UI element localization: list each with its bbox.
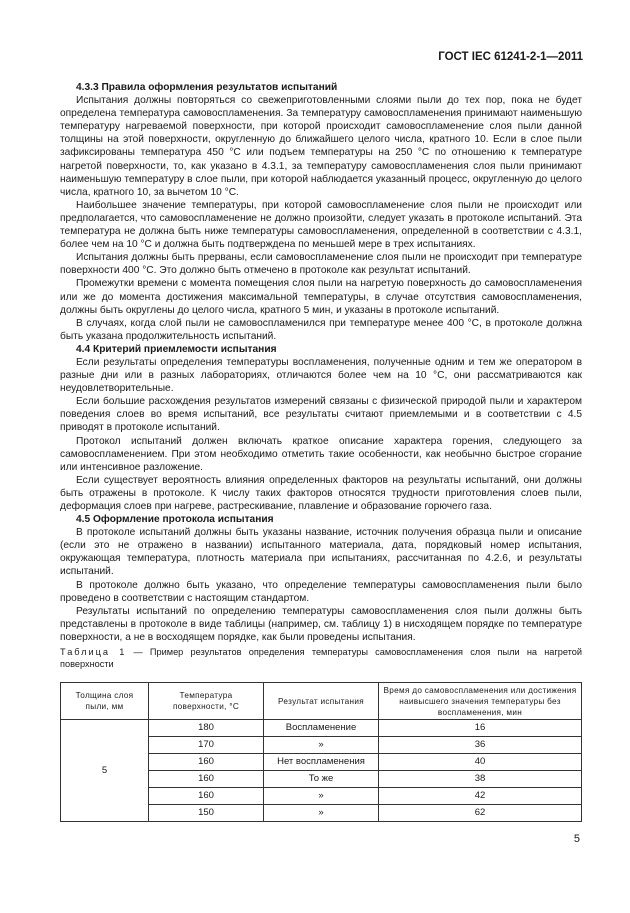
table-caption-text: — Пример результатов определения температуры самовоспламенения слоя пыли на нагретой поверхности xyxy=(60,647,582,670)
header-thickness: Толщина слоя пыли, мм xyxy=(61,683,149,720)
header-temperature: Температура поверхности, °С xyxy=(149,683,264,720)
cell-result: То же xyxy=(264,771,379,788)
paragraph: Промежутки времени с момента помещения слоя пыли на нагретую поверхность до самовоспламенения или же до момента достижения максимальной температуры, в случае отсутствия самовоспламенения, должны быть округлены до целого числа, кратного 5 мин, и указаны в протоколе испытаний. xyxy=(60,278,582,316)
paragraph: В протоколе испытаний должны быть указаны название, источник получения образца пыли и описание (если это не отражено в названии) испытанного материала, дата, порядковый номер испытания, окружающая температура, плотность материала при испытаниях, рассчитанная по 4.2.6, и результаты испытаний. xyxy=(60,527,582,578)
cell-temperature: 160 xyxy=(149,754,264,771)
table-caption-label: Таблица 1 xyxy=(60,647,127,658)
paragraph: Испытания должны повторяться со свежеприготовленными слоями пыли до тех пор, пока не будет определена температура самовоспламенения. За температуру самовоспламенения принимают наименьшую температуру нагреваемой поверхности, при которой происходит самовоспламенение слоя пыли данной толщины на этой поверхности, округленную до ближайшего целого числа, кратного 10. Если в слое пыли зафиксированы температура 450 °С или подъем температуры на 250 °С по отношению к температуре нагретой поверхности, то, как указано в 4.3.1, за температуру самовоспламенения слоя пыли принимают наименьшую температуру в слое пыли, при которой наблюдается указанный процесс, округленную до целого числа, кратного 10, за вычетом 10 °С. xyxy=(60,95,582,198)
paragraph: Наибольшее значение температуры, при которой самовоспламенение слоя пыли не происходит или предполагается, что самовоспламенение не должно произойти, следует указать в протоколе испытаний. Эта температура не должна быть ниже температуры самовоспламенения, определенной в соответствии с 4.3.1, более чем на 10 °С и должна быть подтверждена по меньшей мере в трех испытаниях. xyxy=(60,199,582,251)
section-heading-4-5: 4.5 Оформление протокола испытания xyxy=(76,514,274,526)
section-heading-4-4: 4.4 Критерий приемлемости испытания xyxy=(76,343,277,355)
cell-temperature: 160 xyxy=(149,788,264,805)
section-heading-4-3-3: 4.3.3 Правила оформления результатов испытаний xyxy=(76,82,338,93)
paragraph: В протоколе должно быть указано, что определение температуры самовоспламенения пыли было проведено в соответствии с настоящим стандартом. xyxy=(60,579,582,604)
cell-temperature: 160 xyxy=(149,771,264,788)
cell-time: 42 xyxy=(379,788,582,805)
cell-result: Нет воспламенения xyxy=(264,754,379,771)
cell-temperature: 170 xyxy=(149,737,264,754)
cell-result: » xyxy=(264,788,379,805)
results-table xyxy=(60,682,582,822)
cell-temperature: 180 xyxy=(149,720,264,737)
table-caption xyxy=(60,646,582,670)
cell-time: 62 xyxy=(379,805,582,822)
paragraph: Результаты испытаний по определению температуры самовоспламенения слоя пыли должны быть представлены в протоколе в виде таблицы (например, см. таблицу 1) в нисходящем порядке по температуре поверхности, а не в восходящем порядке, как были проведены испытания. xyxy=(60,605,582,643)
cell-result: » xyxy=(264,805,379,822)
cell-time: 16 xyxy=(379,720,582,737)
cell-result: » xyxy=(264,737,379,754)
standard-designation: ГОСТ IEC 61241-2-1—2011 xyxy=(438,51,583,63)
cell-temperature: 150 xyxy=(149,805,264,822)
cell-time: 38 xyxy=(379,771,582,788)
paragraph: В случаях, когда слой пыли не самовоспламенился при температуре менее 400 °С, в протоколе должна быть указана продолжительность испытаний. xyxy=(60,317,582,342)
table-header-row xyxy=(61,683,582,720)
paragraph: Если большие расхождения результатов измерений связаны с физической природой пыли и характером поведения слоев во время испытаний, все результаты считают приемлемыми и в соответствии с 4.5 приводят в протоколе испытаний. xyxy=(60,396,582,434)
cell-time: 40 xyxy=(379,754,582,771)
header-result: Результат испытания xyxy=(264,683,379,720)
cell-result: Воспламенение xyxy=(264,720,379,737)
header-time: Время до самовоспламенения или достижения наивысшего значения температуры без воспламенения, мин xyxy=(379,683,582,720)
document-body xyxy=(60,81,582,822)
cell-time: 36 xyxy=(379,737,582,754)
paragraph: Если существует вероятность влияния определенных факторов на результаты испытаний, они должны быть отражены в протоколе. К числу таких факторов относятся трудности приготовления слоев пыли, деформация слоев при нагреве, растрескивание, плавление и образование горючего газа. xyxy=(60,474,582,512)
paragraph: Если результаты определения температуры воспламенения, полученные одним и тем же оператором в разные дни или в разных лабораториях, отличаются более чем на 10 °С, они рассматриваются как неудовлетворительные. xyxy=(60,356,582,395)
cell-thickness: 5 xyxy=(61,720,149,822)
table-row xyxy=(61,720,582,737)
paragraph: Испытания должны быть прерваны, если самовоспламенение слоя пыли не происходит при температуре поверхности 400 °С. Это должно быть отмечено в протоколе как результат испытаний. xyxy=(60,252,582,277)
page-number: 5 xyxy=(573,833,580,845)
paragraph: Протокол испытаний должен включать краткое описание характера горения, следующего за самовоспламенением. При этом необходимо отметить такие особенности, как необычно быстрое сгорание или интенсивное разложение. xyxy=(60,435,582,473)
